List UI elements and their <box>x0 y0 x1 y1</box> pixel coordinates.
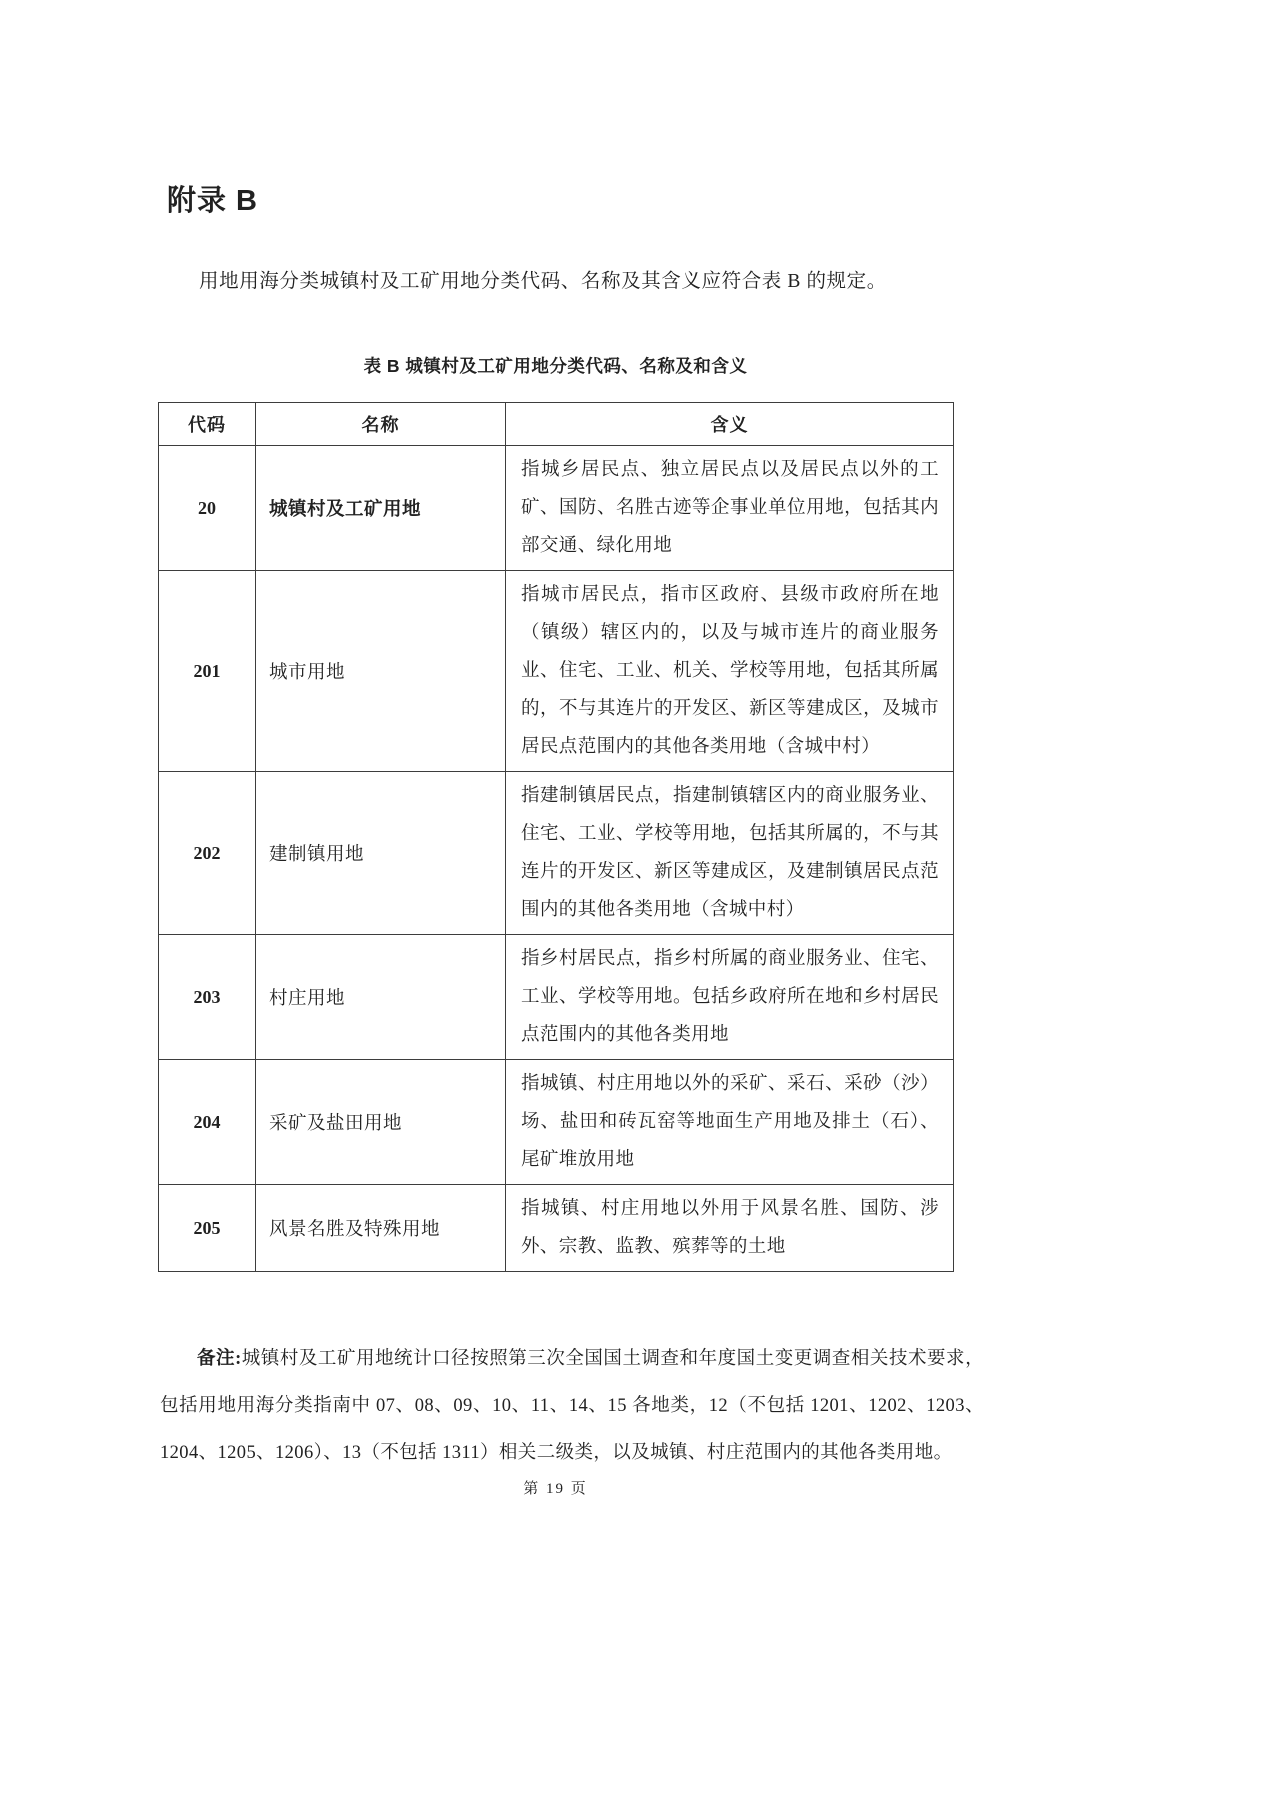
name-cell: 采矿及盐田用地 <box>256 1060 506 1185</box>
table-row <box>159 1185 954 1272</box>
page-footer: 第 19 页 <box>523 1481 588 1497</box>
table-row <box>159 1060 954 1185</box>
intro-paragraph: 用地用海分类城镇村及工矿用地分类代码、名称及其含义应符合表 B 的规定。 <box>199 271 887 292</box>
code-cell: 202 <box>159 772 256 935</box>
code-cell: 205 <box>159 1185 256 1272</box>
column-header-code: 代码 <box>159 403 256 446</box>
appendix-title: 附录 B <box>167 185 259 217</box>
table-row <box>159 571 954 772</box>
note-label: 备注: <box>197 1349 242 1369</box>
meaning-cell: 指城市居民点，指市区政府、县级市政府所在地（镇级）辖区内的，以及与城市连片的商业服务业、住宅、工业、机关、学校等用地，包括其所属的，不与其连片的开发区、新区等建成区，及城市居民点范围内的其他各类用地（含城中村） <box>506 571 954 772</box>
code-cell: 204 <box>159 1060 256 1185</box>
meaning-cell: 指乡村居民点，指乡村所属的商业服务业、住宅、工业、学校等用地。包括乡政府所在地和乡村居民点范围内的其他各类用地 <box>506 935 954 1060</box>
table-caption: 表 B 城镇村及工矿用地分类代码、名称及和含义 <box>363 356 748 376</box>
meaning-cell: 指城镇、村庄用地以外的采矿、采石、采砂（沙）场、盐田和砖瓦窑等地面生产用地及排土（石）、尾矿堆放用地 <box>506 1060 954 1185</box>
classification-table <box>158 402 954 1272</box>
note-text: 城镇村及工矿用地统计口径按照第三次全国国土调查和年度国土变更调查相关技术要求，包括用地用海分类指南中 07、08、09、10、11、14、15 各地类，12（不包括 1201、1202、1203、1204、1205、1206）、13（不包括 1311）相关二级类，以及城镇、村庄范围内的其他各类用地。 <box>160 1349 984 1463</box>
table-header-row <box>159 403 954 446</box>
code-cell: 201 <box>159 571 256 772</box>
code-cell: 203 <box>159 935 256 1060</box>
table-row <box>159 446 954 571</box>
meaning-cell: 指建制镇居民点，指建制镇辖区内的商业服务业、住宅、工业、学校等用地，包括其所属的，不与其连片的开发区、新区等建成区，及建制镇居民点范围内的其他各类用地（含城中村） <box>506 772 954 935</box>
name-cell: 建制镇用地 <box>256 772 506 935</box>
name-cell: 城镇村及工矿用地 <box>256 446 506 571</box>
name-cell: 城市用地 <box>256 571 506 772</box>
meaning-cell: 指城乡居民点、独立居民点以及居民点以外的工矿、国防、名胜古迹等企事业单位用地，包括其内部交通、绿化用地 <box>506 446 954 571</box>
name-cell: 村庄用地 <box>256 935 506 1060</box>
column-header-name: 名称 <box>256 403 506 446</box>
code-cell: 20 <box>159 446 256 571</box>
name-cell: 风景名胜及特殊用地 <box>256 1185 506 1272</box>
meaning-cell: 指城镇、村庄用地以外用于风景名胜、国防、涉外、宗教、监教、殡葬等的土地 <box>506 1185 954 1272</box>
table-note <box>160 1336 984 1477</box>
table-row <box>159 935 954 1060</box>
table-row <box>159 772 954 935</box>
column-header-meaning: 含义 <box>506 403 954 446</box>
